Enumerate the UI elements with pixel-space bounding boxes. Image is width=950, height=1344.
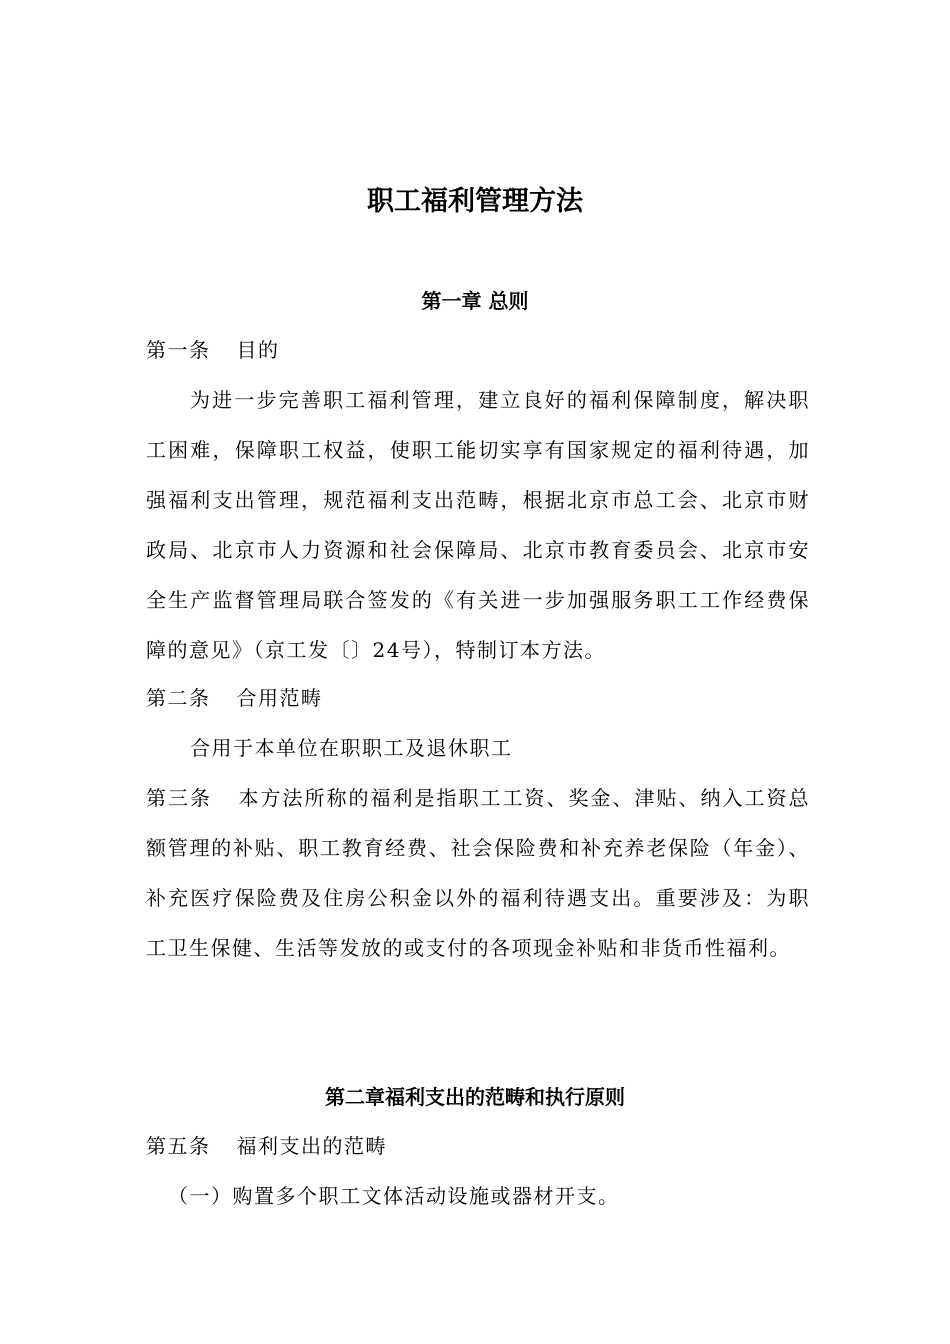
article-5-item-1: （一）购置多个职工文体活动设施或器材开支。 — [168, 1184, 620, 1208]
article-3-label: 第三条 — [146, 786, 212, 810]
article-2-title: 合用范畴 — [236, 686, 323, 710]
article-1-label: 第一条 — [146, 338, 211, 362]
article-5-title: 福利支出的范畴 — [236, 1134, 387, 1158]
article-1-title: 目的 — [236, 338, 280, 362]
article-3-paragraph — [146, 773, 810, 973]
article-1-heading — [146, 335, 280, 365]
chapter-2-heading: 第二章福利支出的范畴和执行原则 — [325, 1085, 625, 1109]
article-2-paragraph: 合用于本单位在职职工及退休职工 — [190, 736, 513, 760]
article-5-heading — [146, 1131, 387, 1161]
article-5-label: 第五条 — [146, 1134, 211, 1158]
chapter-1-heading: 第一章 总则 — [421, 289, 529, 313]
article-1-paragraph: 为进一步完善职工福利管理，建立良好的福利保障制度，解决职工困难，保障职工权益，使职工能切实享有国家规定的福利待遇，加强福利支出管理，规范福利支出范畴，根据北京市总工会、北京市财政局、北京市人力资源和社会保障局、北京市教育委员会、北京市安全生产监督管理局联合签发的《有关进一步加强服务职工工作经费保障的意见》（京工发〔〕24号），特制订本方法。 — [146, 388, 810, 662]
article-2-label: 第二条 — [146, 686, 211, 710]
article-3-text: 本方法所称的福利是指职工工资、奖金、津贴、纳入工资总额管理的补贴、职工教育经费、社会保险费和补充养老保险（年金）、补充医疗保险费及住房公积金以外的福利待遇支出。重要涉及：为职工卫生保健、生活等发放的或支付的各项现金补贴和非货币性福利。 — [146, 786, 810, 960]
article-2-heading — [146, 683, 323, 713]
document-title: 职工福利管理方法 — [367, 186, 583, 217]
